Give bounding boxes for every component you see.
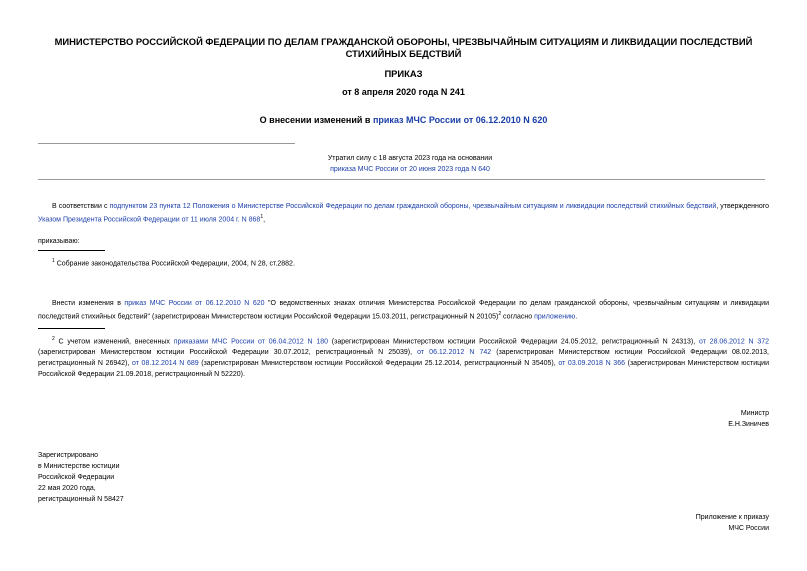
footnote-2-text-6: (зарегистрирован Министерством юстиции Российской Федерации 21.09.2018, регистрационный N 52220). (38, 360, 769, 379)
order-word: приказываю: (38, 238, 80, 245)
order-620-link[interactable]: приказ МЧС России от 06.12.2010 N 620 (124, 300, 265, 307)
footnote-ref-2: 2 (498, 311, 502, 317)
order-text-2: "О ведомственных знаках отличия Министерства Российской Федерации по делам гражданской обороны, чрезвычайным ситуациям и ликвидации последствий стихийных бедствий" (зарегистрирован Министерством юстиции Российской Федерации 15.03.2011, регистрационный N 20105) (38, 300, 769, 321)
appendix-link[interactable]: приложению (534, 313, 576, 321)
order-paragraph (38, 298, 769, 322)
footnote-2-text-3: (зарегистрирован Министерством юстиции Российской Федерации 30.07.2012, регистрационный N 25039), (38, 349, 418, 357)
footnote-mark-1: 1 (52, 258, 55, 264)
signer-name: Е.Н.Зиничев (728, 421, 769, 428)
order-text-3: согласно (501, 313, 535, 321)
amendment-link-2[interactable]: от 28.06.2012 N 372 (698, 338, 769, 346)
registration-line: 22 мая 2020 года, (38, 485, 96, 492)
registration-line: Зарегистрировано (38, 452, 98, 459)
footnote-mark-2: 2 (52, 336, 55, 342)
amendment-link-4[interactable]: от 08.12.2014 N 689 (131, 360, 199, 368)
subject-link[interactable]: приказ МЧС России от 06.12.2010 N 620 (372, 115, 548, 125)
footnote-1 (52, 256, 295, 269)
order-subject (0, 115, 807, 125)
footnote-2-text: С учетом изменений, внесенных (54, 338, 174, 346)
footnote-2-text-4: (зарегистрирован Министерством юстиции Российской Федерации 08.02.2013, регистрационный N 26942), (38, 349, 769, 368)
footnote-2-text-2: (зарегистрирован Министерством юстиции Российской Федерации 24.05.2012, регистрационный N 24313), (328, 338, 699, 346)
preamble-text-2: , утвержденного (716, 203, 770, 210)
subject-prefix: О внесении изменений в (259, 115, 373, 125)
registration-line: регистрационный N 58427 (38, 496, 124, 503)
preamble-paragraph (38, 201, 769, 225)
registration-block (38, 450, 124, 505)
ministry-title: МИНИСТЕРСТВО РОССИЙСКОЙ ФЕДЕРАЦИИ ПО ДЕЛАМ ГРАЖДАНСКОЙ ОБОРОНЫ, ЧРЕЗВЫЧАЙНЫМ СИТУАЦИЯМ И ЛИКВИДАЦИИ ПОСЛЕДСТВИЙ СТИХИЙНЫХ БЕДСТВИЙ (54, 36, 753, 59)
validity-note-text: Утратил силу с 18 августа 2023 года на основании (327, 155, 493, 162)
amendment-link-5[interactable]: от 03.09.2018 N 366 (558, 360, 625, 368)
divider-bottom (38, 179, 765, 180)
footnote-2-text-5: (зарегистрирован Министерством юстиции Российской Федерации 25.12.2014, регистрационный N 35405), (198, 360, 559, 368)
amendment-link-1[interactable]: приказами МЧС России от 06.04.2012 N 180 (173, 338, 329, 346)
document-type: ПРИКАЗ (384, 68, 423, 79)
validity-note (220, 153, 600, 175)
registration-line: Российской Федерации (38, 474, 115, 481)
amendment-link-3[interactable]: от 06.12.2012 N 742 (417, 349, 492, 357)
footnote-2 (38, 334, 769, 380)
registration-line: в Министерстве юстиции (38, 463, 120, 470)
footnote-ref-1: 1 (260, 214, 264, 220)
signature-block (728, 408, 769, 430)
validity-note-link[interactable]: приказа МЧС России от 20 июня 2023 года N 640 (330, 166, 490, 173)
divider-top (38, 143, 295, 144)
footnote-separator-2 (38, 328, 105, 329)
decree-link[interactable]: Указом Президента Российской Федерации от 11 июля 2004 г. N 868 (38, 216, 261, 224)
preamble-text: В соответствии с (52, 203, 110, 210)
preamble-text-3: , (263, 216, 266, 224)
order-text: Внести изменения в (52, 300, 125, 307)
regulation-link[interactable]: подпунктом 23 пункта 12 Положения о Министерстве Российской Федерации по делам гражданской обороны, чрезвычайным ситуациям и ликвидации последствий стихийных бедствий (109, 203, 717, 210)
order-text-4: . (575, 313, 578, 321)
appendix-line-1: Приложение к приказу (695, 514, 769, 521)
appendix-line-2: МЧС России (728, 525, 769, 532)
order-date-number: от 8 апреля 2020 года N 241 (342, 87, 465, 97)
footnote-separator-1 (38, 250, 105, 251)
footnote-1-text: Собрание законодательства Российской Федерации, 2004, N 28, ст.2882. (54, 260, 295, 268)
appendix-block (696, 512, 769, 534)
signer-title: Министр (740, 410, 769, 417)
